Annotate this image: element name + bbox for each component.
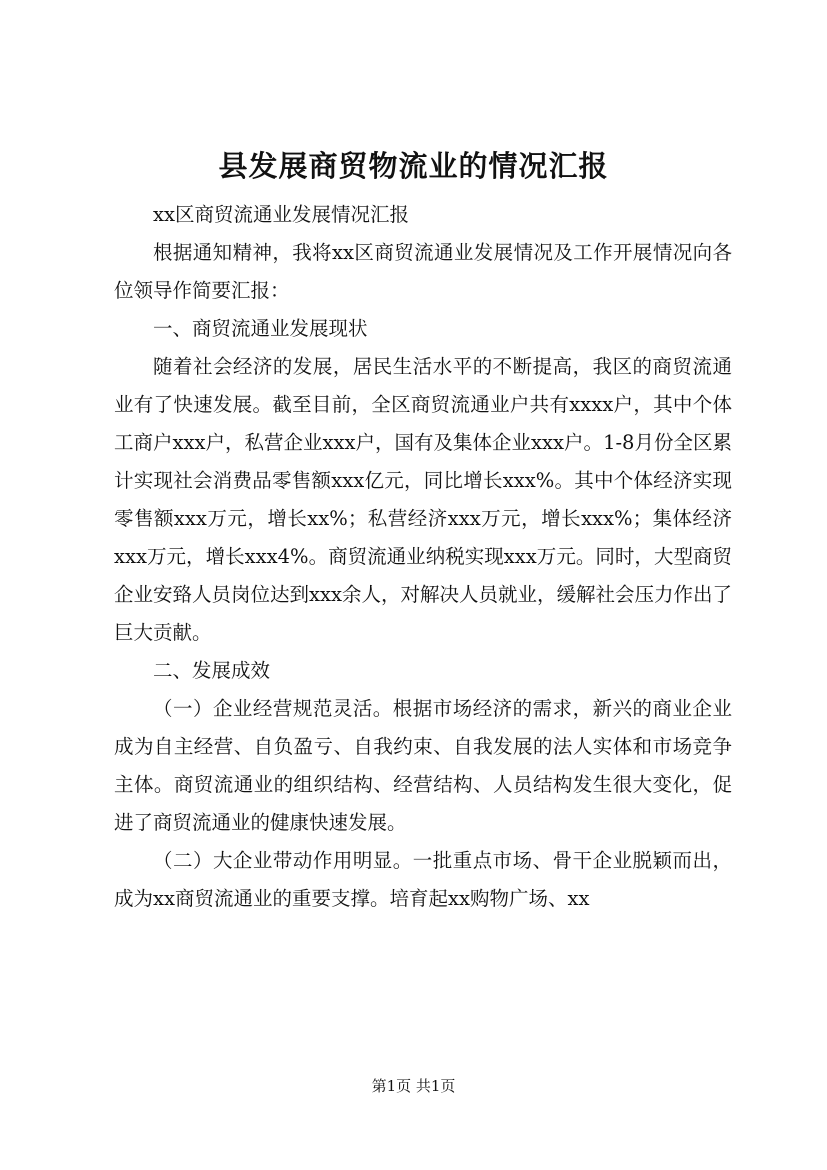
paragraph-subtitle: xx区商贸流通业发展情况汇报 — [153, 203, 409, 226]
section-heading-2: 二、发展成效 — [153, 659, 271, 682]
paragraph-intro: 根据通知精神，我将xx区商贸流通业发展情况及工作开展情况向各位领导作简要汇报： — [114, 241, 732, 302]
section-heading-1: 一、商贸流通业发展现状 — [153, 317, 368, 340]
document-title: 县发展商贸物流业的情况汇报 — [218, 149, 609, 183]
page-number: 第1页 共1页 — [371, 1077, 456, 1095]
document-body — [114, 196, 732, 918]
paragraph-status: 随着社会经济的发展，居民生活水平的不断提高，我区的商贸流通业有了快速发展。截至目前，全区商贸流通业户共有xxxx户，其中个体工商户xxx户，私营企业xxx户，国有及集体企业xxx户。1-8月份全区累计实现社会消费品零售额xxx亿元，同比增长xxx%。其中个体经济实现零售额xxx万元，增长xx%；私营经济xxx万元，增长xxx%；集体经济xxx万元，增长xxx4%。商贸流通业纳税实现xxx万元。同时，大型商贸企业安臵人员岗位达到xxx余人，对解决人员就业，缓解社会压力作出了巨大贡献。 — [114, 355, 732, 644]
paragraph-effect-2: （二）大企业带动作用明显。一批重点市场、骨干企业脱颖而出，成为xx商贸流通业的重要支撑。培育起xx购物广场、xx — [114, 849, 732, 910]
paragraph-effect-1: （一）企业经营规范灵活。根据市场经济的需求，新兴的商业企业成为自主经营、自负盈亏、自我约束、自我发展的法人实体和市场竞争主体。商贸流通业的组织结构、经营结构、人员结构发生很大变化，促进了商贸流通业的健康快速发展。 — [114, 697, 732, 834]
